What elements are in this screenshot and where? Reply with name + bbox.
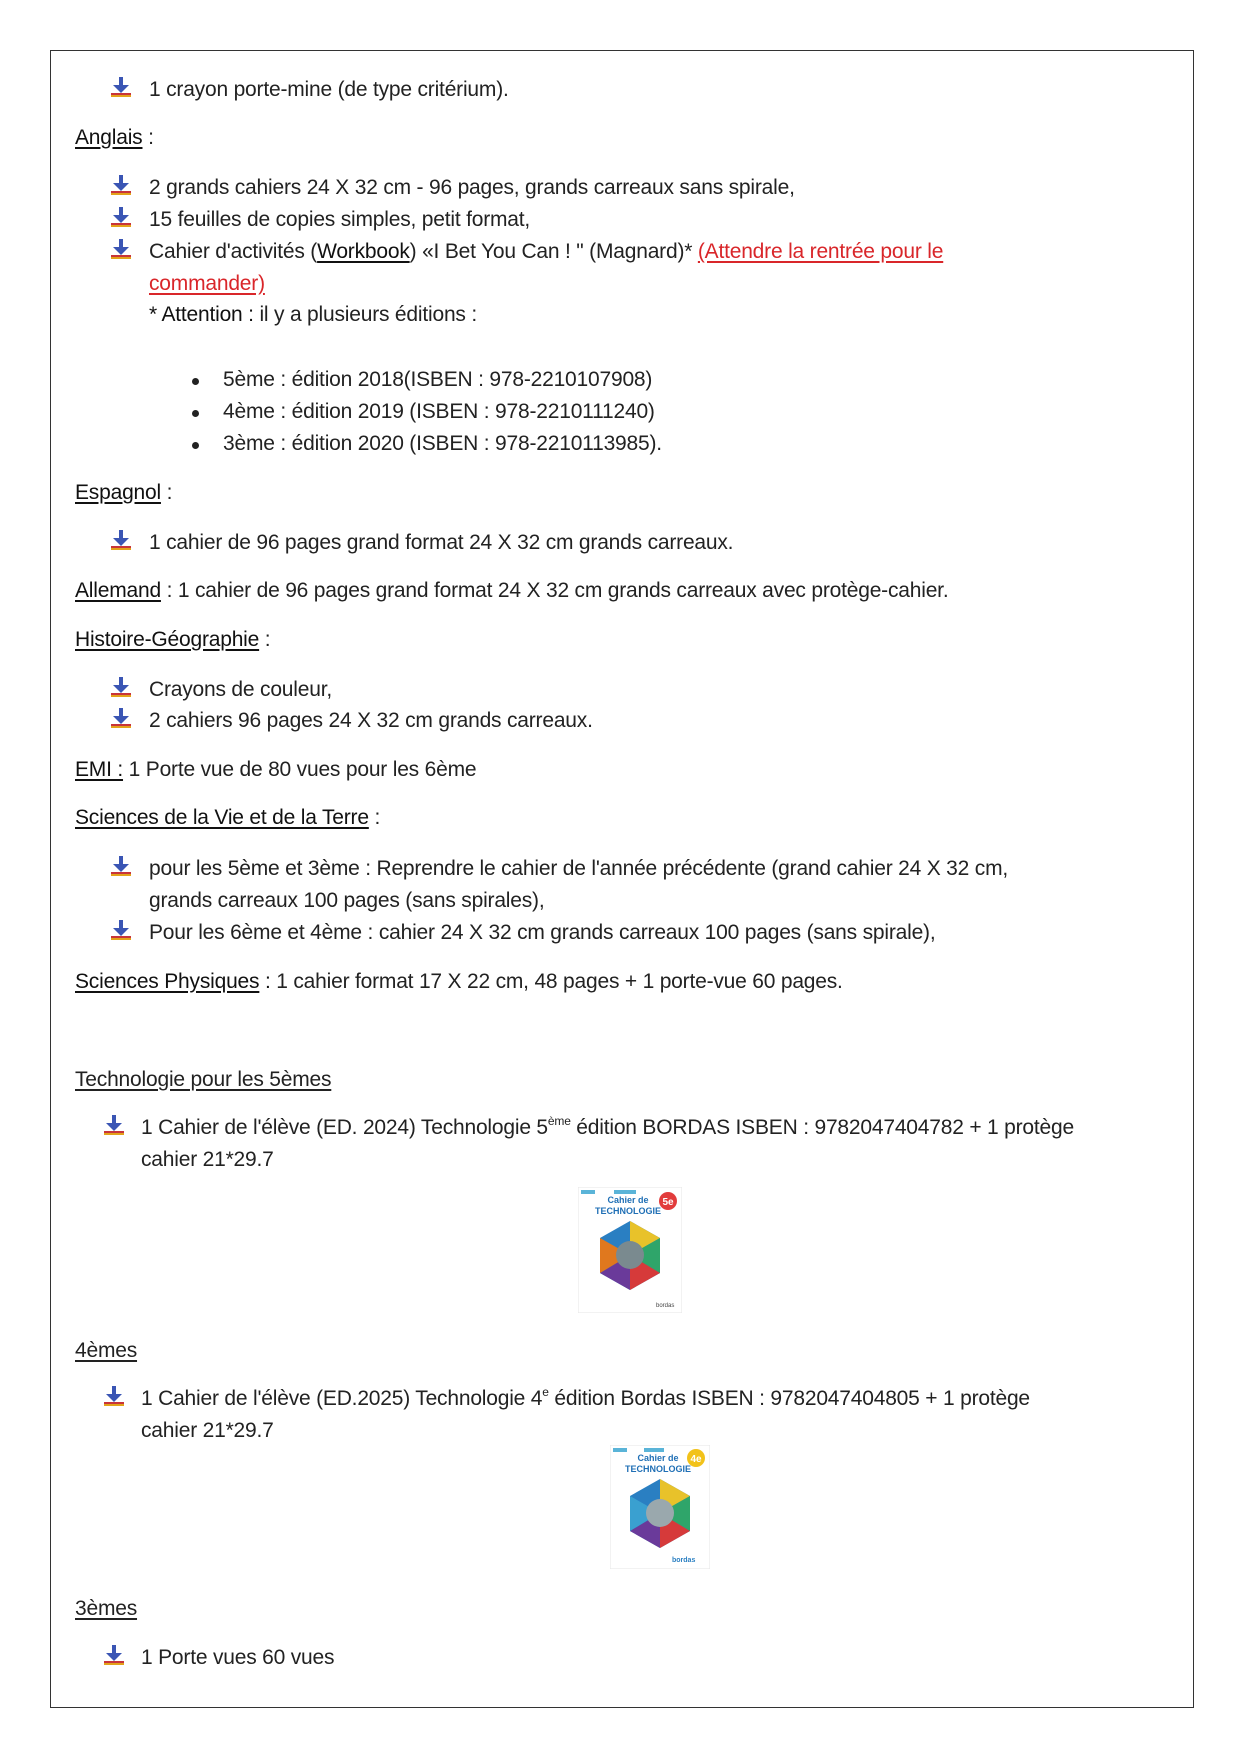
list-item: 1 Cahier de l'élève (ED.2025) Technologie 4e édition Bordas ISBEN : 9782047404805 + 1 protège [141,1385,1030,1410]
bullet-dot [192,410,199,417]
svg-text:Cahier de: Cahier de [607,1195,649,1205]
list-item: 1 cahier de 96 pages grand format 24 X 32 cm grands carreaux. [149,531,734,554]
list-item: 15 feuilles de copies simples, petit format, [149,208,531,231]
bullet-arrow-icon [110,530,132,552]
list-item: pour les 5ème et 3ème : Reprendre le cahier de l'année précédente (grand cahier 24 X 32 cm, [149,857,1009,880]
bullet-arrow-icon [110,77,132,99]
section-heading-svt: Sciences de la Vie et de la Terre : [75,806,381,829]
section-allemand: Allemand : 1 cahier de 96 pages grand format 24 X 32 cm grands carreaux avec protège-cahier. [75,579,949,602]
section-heading-technologie-5: Technologie pour les 5èmes [75,1068,332,1091]
list-item-continuation: commander) [149,272,265,295]
bullet-dot [192,378,199,385]
bullet-arrow-icon [110,239,132,261]
bullet-arrow-icon [110,708,132,730]
section-sciences-physiques: Sciences Physiques : 1 cahier format 17 X 22 cm, 48 pages + 1 porte-vue 60 pages. [75,970,843,993]
attention-note: * Attention : il y a plusieurs éditions : [149,303,477,326]
bullet-arrow-icon [110,677,132,699]
edition-item: 4ème : édition 2019 (ISBEN : 978-2210111240) [223,400,655,423]
book-cover-technologie-5 [578,1187,682,1313]
edition-item: 3ème : édition 2020 (ISBEN : 978-2210113985). [223,432,662,455]
bullet-arrow-icon [110,207,132,229]
section-heading-anglais: Anglais : [75,126,154,149]
list-item-continuation: grands carreaux 100 pages (sans spirales), [149,889,545,912]
bullet-arrow-icon [103,1115,125,1137]
list-item-continuation: cahier 21*29.7 [141,1148,274,1171]
section-emi: EMI : 1 Porte vue de 80 vues pour les 6ème [75,758,477,781]
list-item: 1 crayon porte-mine (de type critérium). [149,78,509,101]
section-heading-espagnol: Espagnol : [75,481,173,504]
list-item: 1 Porte vues 60 vues [141,1646,335,1669]
bullet-arrow-icon [103,1386,125,1408]
book-cover-technologie-4 [610,1445,710,1569]
list-item-continuation: cahier 21*29.7 [141,1419,274,1442]
list-item: Crayons de couleur, [149,678,332,701]
svg-text:Cahier de: Cahier de [637,1453,679,1463]
bullet-arrow-icon [110,856,132,878]
svg-text:bordas: bordas [672,1557,696,1564]
svg-text:5e: 5e [662,1197,674,1208]
edition-item: 5ème : édition 2018(ISBEN : 978-2210107908) [223,368,653,391]
list-item: 2 grands cahiers 24 X 32 cm - 96 pages, grands carreaux sans spirale, [149,176,795,199]
section-heading-histoire-geographie: Histoire-Géographie : [75,628,271,651]
svg-text:TECHNOLOGIE: TECHNOLOGIE [624,1464,692,1474]
list-item: Cahier d'activités (Workbook) «I Bet You Can ! " (Magnard)* (Attendre la rentrée pour le [149,240,944,263]
bullet-arrow-icon [110,920,132,942]
list-item: Pour les 6ème et 4ème : cahier 24 X 32 cm grands carreaux 100 pages (sans spirale), [149,921,936,944]
section-heading-3emes: 3èmes [75,1597,138,1620]
svg-text:4e: 4e [690,1454,702,1465]
list-item: 2 cahiers 96 pages 24 X 32 cm grands carreaux. [149,709,593,732]
list-item: 1 Cahier de l'élève (ED. 2024) Technologie 5ème édition BORDAS ISBEN : 9782047404782 + 1 protège [141,1114,1074,1139]
section-heading-4emes: 4èmes [75,1339,138,1362]
bullet-dot [192,442,199,449]
svg-text:bordas: bordas [656,1303,675,1309]
bullet-arrow-icon [110,175,132,197]
svg-text:TECHNOLOGIE: TECHNOLOGIE [594,1206,662,1216]
bullet-arrow-icon [103,1645,125,1667]
